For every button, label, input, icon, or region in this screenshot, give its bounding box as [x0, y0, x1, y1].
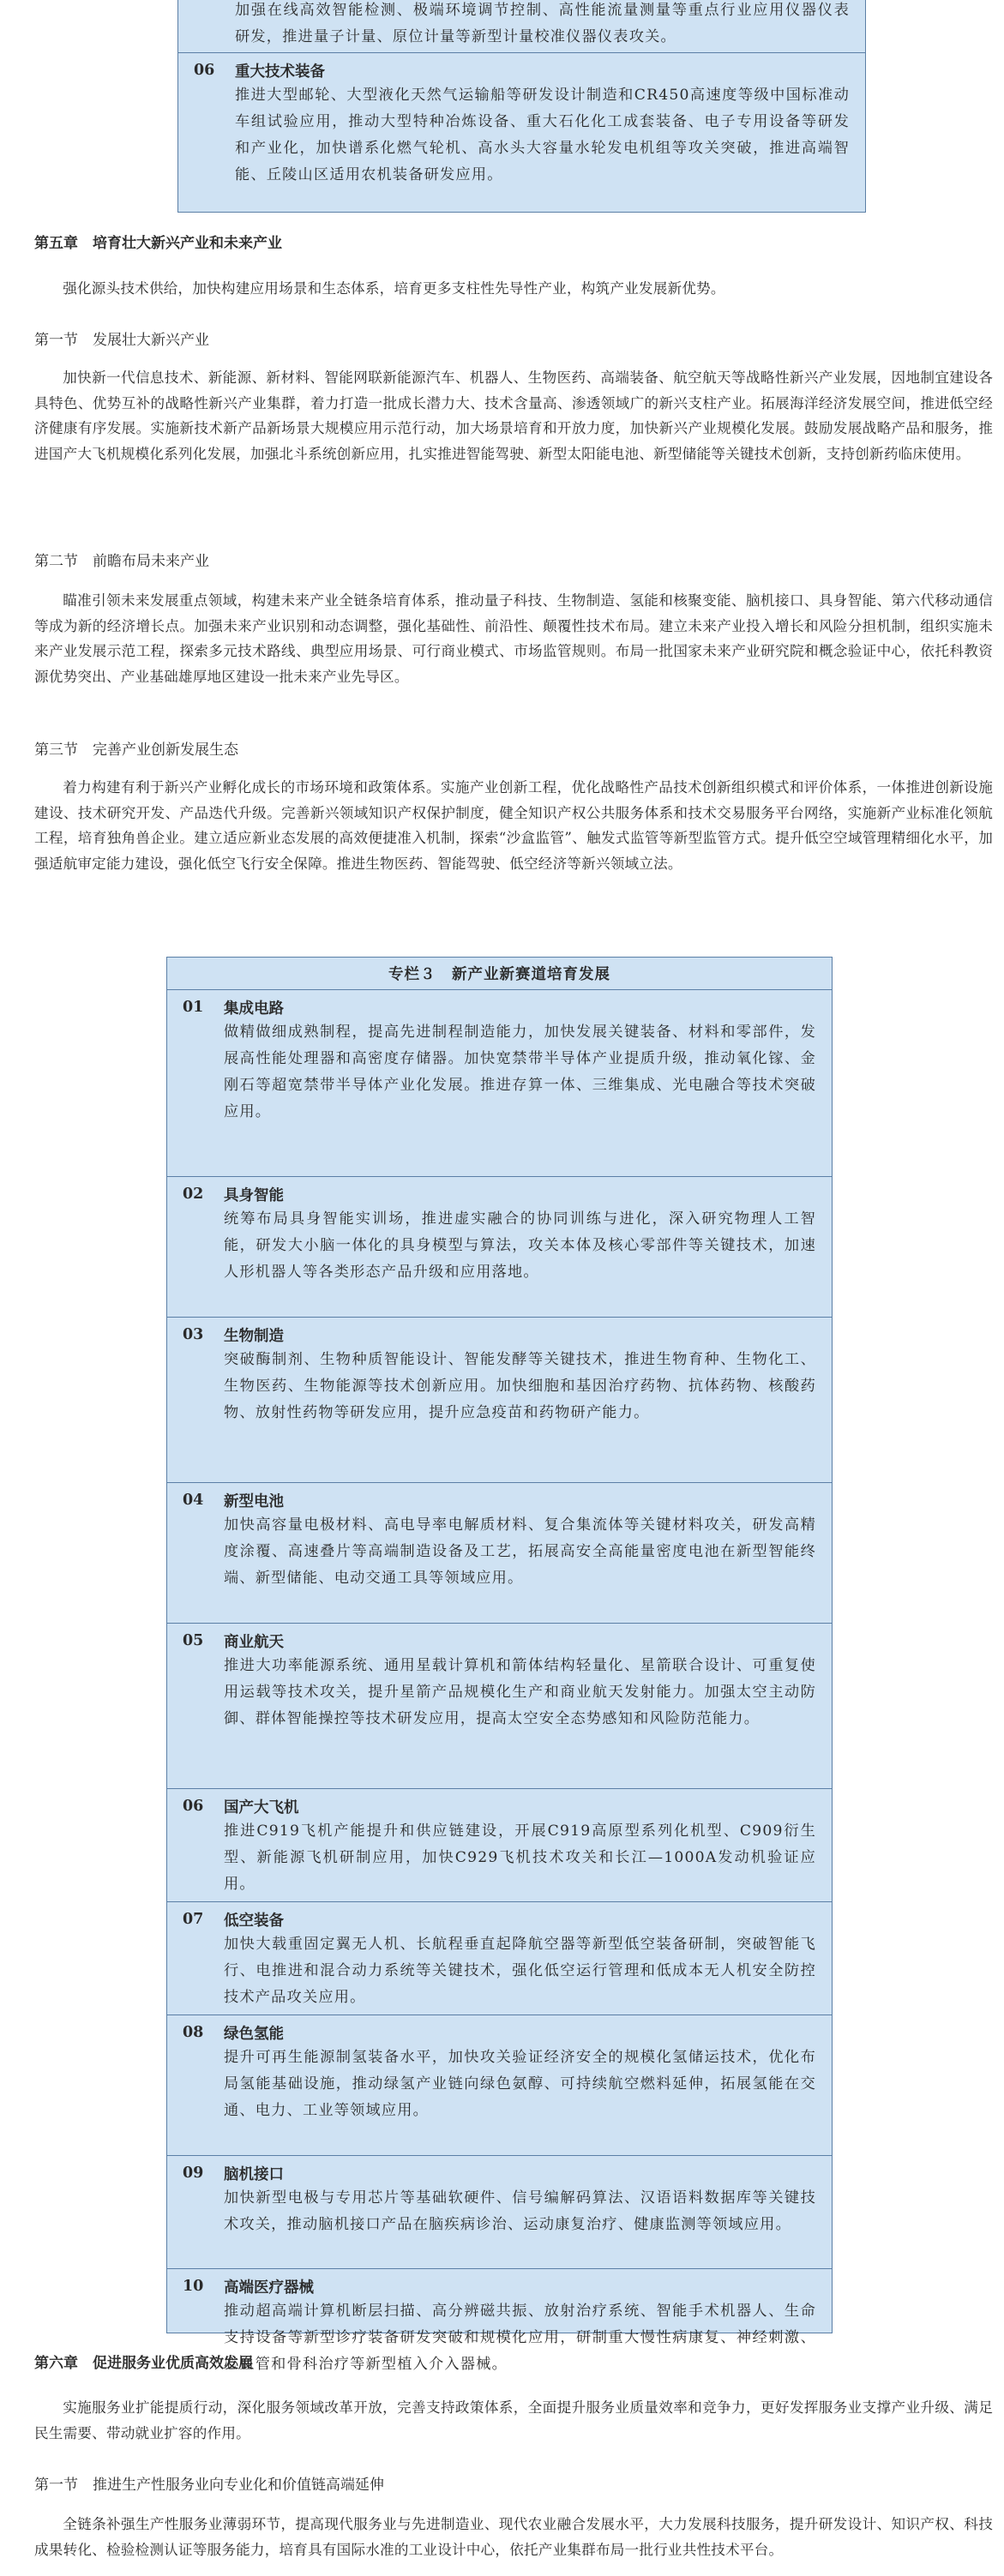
box-row-title-line: [183, 2274, 816, 2298]
box-row-text: 加快新型电极与专用芯片等基础软硬件、信号编解码算法、汉语语料数据库等关键技术攻关，推动脑机接口产品在脑疾病诊治、运动康复治疗、健康监测等领域应用。: [224, 2189, 816, 2233]
box-heading: 专栏３ 新产业新赛道培育发展: [167, 958, 832, 990]
box-row-number: 05: [183, 1632, 204, 1649]
section-3-text: 着力构建有利于新兴产业孵化成长的市场环境和政策体系。实施产业创新工程，优化战略性产品技术创新组织模式和评价体系，一体推进创新设施建设、技术研究开发、产品迭代升级。完善新兴领域知识产权保护制度，健全知识产权公共服务体系和技术交易服务平台网络，实施新产业标准化领航工程，培育独角兽企业。建立适应新业态发展的高效便捷准入机制，探索“沙盒监管”、触发式监管等新型监管方式。提升低空空域管理精细化水平，加强适航审定能力建设，强化低空飞行安全保障。推进生物医药、智能驾驶、低空经济等新兴领域立法。: [34, 779, 993, 872]
box-row-09: [167, 2156, 832, 2269]
box-row-title: 重大技术装备: [235, 63, 325, 81]
box-row-text: 做精做细成熟制程，提高先进制程制造能力，加快发展关键装备、材料和零部件，发展高性能处理器和高密度存储器。加快宽禁带半导体产业提质升级，推动氧化镓、金刚石等超宽禁带半导体产业化发展。推进存算一体、三维集成、光电融合等技术突破应用。: [224, 1024, 816, 1120]
box-row-title-line: [183, 2021, 816, 2045]
box-row-text: 推进大型邮轮、大型液化天然气运输船等研发设计制造和CR450高速度等级中国标准动车组试验应用，推动大型特种冶炼设备、重大石化化工成套装备、电子专用设备等研发和产业化，加快谱系化燃气轮机、高水头大容量水轮发电机组等攻关突破，推进高端智能、丘陵山区适用农机装备研发应用。: [235, 87, 850, 183]
box-row-number: 04: [183, 1492, 204, 1509]
box-row-continued: [178, 0, 865, 53]
box-row-text: 突破酶制剂、生物种质智能设计、智能发酵等关键技术，推进生物育种、生物化工、生物医药、生物能源等技术创新应用。加快细胞和基因治疗药物、抗体药物、核酸药物、放射性药物等研发应用，提升应急疫苗和药物研产能力。: [224, 1351, 816, 1421]
box-row-number: 09: [183, 2165, 204, 2182]
box-row-title: 高端医疗器械: [224, 2279, 314, 2297]
box-row-title-line: [183, 1907, 816, 1931]
box-row-08: [167, 2015, 832, 2156]
box-row-title-line: [183, 1629, 816, 1653]
box-rows: [167, 990, 832, 2411]
box-row-04: [167, 1483, 832, 1624]
special-column-box-2-continued: [177, 0, 866, 213]
section-1-title: 第一节 发展壮大新兴产业: [34, 332, 209, 349]
box-row-title: 集成电路: [224, 1000, 284, 1018]
box-row-number: 03: [183, 1326, 204, 1343]
box-row-number: 08: [183, 2024, 204, 2041]
section-2-text: 瞄准引领未来发展重点领域，构建未来产业全链条培育体系，推动量子科技、生物制造、氢能和核聚变能、脑机接口、具身智能、第六代移动通信等成为新的经济增长点。加强未来产业识别和动态调整，强化基础性、前沿性、颠覆性技术布局。建立未来产业投入增长和风险分担机制，组织实施未来产业发展示范工程，探索多元技术路线、典型应用场景、可行商业模式、市场监管规则。布局一批国家未来产业研究院和概念验证中心，依托科教资源优势突出、产业基础雄厚地区建设一批未来产业先导区。: [34, 592, 993, 685]
section-3-title: 第三节 完善产业创新发展生态: [34, 742, 238, 759]
box-row-text: 推动超高端计算机断层扫描、高分辨磁共振、放射治疗系统、智能手术机器人、生命支持设备等新型诊疗装备研发突破和规模化应用，研制重大慢性病康复、神经刺激、心血管和骨科治疗等新型植入介入器械。: [224, 2303, 816, 2373]
box-row-title-line: [183, 1488, 816, 1512]
box-row-title: 国产大飞机: [224, 1798, 299, 1816]
box-row-title-line: [183, 995, 816, 1019]
box-row-number: 06: [194, 62, 215, 79]
section-2-title: 第二节 前瞻布局未来产业: [34, 553, 209, 570]
chapter-6-section-1-title: 第一节 推进生产性服务业向专业化和价值链高端延伸: [34, 2477, 384, 2494]
box-row-text: 加快大载重固定翼无人机、长航程垂直起降航空器等新型低空装备研制，突破智能飞行、电推进和混合动力系统等关键技术，强化低空运行管理和低成本无人机安全防控技术产品攻关应用。: [224, 1936, 816, 2006]
box-row-number: 01: [183, 999, 204, 1016]
box-row-title: 具身智能: [224, 1186, 284, 1204]
box-row-07: [167, 1902, 832, 2015]
box-row-05: [167, 1624, 832, 1789]
box-row-title: 低空装备: [224, 1912, 284, 1930]
box-row-03: [167, 1318, 832, 1483]
box-row-title: 新型电池: [224, 1492, 284, 1510]
box-row-title: 脑机接口: [224, 2165, 284, 2183]
box-row-text: 加快高容量电极材料、高电导率电解质材料、复合集流体等关键材料攻关，研发高精度涂覆、高速叠片等高端制造设备及工艺，拓展高安全高能量密度电池在新型智能终端、新型储能、电动交通工具等领域应用。: [224, 1516, 816, 1587]
box-row-06: [178, 53, 865, 213]
chapter-5-title: 第五章 培育壮大新兴产业和未来产业: [34, 235, 282, 252]
box-row-02: [167, 1177, 832, 1318]
special-column-box-3: [166, 957, 833, 2373]
box-row-text: 加强在线高效智能检测、极端环境调节控制、高性能流量测量等重点行业应用仪器仪表研发，推进量子计量、原位计量等新型计量校准仪器仪表攻关。: [235, 2, 850, 45]
box-row-number: 10: [183, 2278, 204, 2295]
box-row-title-line: [183, 1323, 816, 1347]
box-row-text: 推进大功率能源系统、通用星载计算机和箭体结构轻量化、星箭联合设计、可重复使用运载等技术攻关，提升星箭产品规模化生产和商业航天发射能力。加强太空主动防御、群体智能操控等技术研发应用，提高太空安全态势感知和风险防范能力。: [224, 1657, 816, 1727]
box-row-title: 生物制造: [224, 1327, 284, 1345]
box-row-text: 推进C919飞机产能提升和供应链建设，开展C919高原型系列化机型、C909衍生型、新能源飞机研制应用，加快C929飞机技术攻关和长江—1000A发动机验证应用。: [224, 1822, 816, 1893]
box-row-text: 统筹布局具身智能实训场，推进虚实融合的协同训练与进化，深入研究物理人工智能，研发大小脑一体化的具身模型与算法，攻关本体及核心零部件等关键技术，加速人形机器人等各类形态产品升级和应用落地。: [224, 1210, 816, 1281]
box-row-06: [167, 1789, 832, 1902]
box-row-01: [167, 990, 832, 1177]
box-row-title: 商业航天: [224, 1633, 284, 1651]
box-row-title: 绿色氢能: [224, 2025, 284, 2043]
box-row-title-line: [183, 2161, 816, 2185]
box-row-title-line: [183, 1182, 816, 1206]
chapter-5-intro: 强化源头技术供给，加快构建应用场景和生态体系，培育更多支柱性先导性产业，构筑产业发展新优势。: [63, 280, 725, 297]
section-1-text: 加快新一代信息技术、新能源、新材料、智能网联新能源汽车、机器人、生物医药、高端装备、航空航天等战略性新兴产业发展，因地制宜建设各具特色、优势互补的战略性新兴产业集群，着力打造一批成长潜力大、技术含量高、渗透领域广的新兴支柱产业。拓展海洋经济发展空间，推进低空经济健康有序发展。实施新技术新产品新场景大规模应用示范行动，加大场景培育和开放力度，加快新兴产业规模化发展。鼓励发展战略产品和服务，推进国产大飞机规模化系列化发展，加强北斗系统创新应用，扎实推进智能驾驶、新型太阳能电池、新型储能等关键技术创新，支持创新药临床使用。: [34, 369, 993, 462]
box-row-number: 06: [183, 1798, 204, 1815]
box-row-number: 02: [183, 1186, 204, 1203]
chapter-6-title: 第六章 促进服务业优质高效发展: [34, 2355, 253, 2372]
box-row-title-line: [194, 58, 850, 82]
chapter-6-section-1-text: 全链条补强生产性服务业薄弱环节，提高现代服务业与先进制造业、现代农业融合发展水平，大力发展科技服务，提升研发设计、知识产权、科技成果转化、检验检测认证等服务能力，培育具有国际水准的工业设计中心，依托产业集群布局一批行业共性技术平台。: [34, 2516, 993, 2558]
box-row-number: 07: [183, 1911, 204, 1928]
box-row-text: 提升可再生能源制氢装备水平，加快攻关验证经济安全的规模化氢储运技术，优化布局氢能基础设施，推动绿氢产业链向绿色氨醇、可持续航空燃料延伸，拓展氢能在交通、电力、工业等领域应用。: [224, 2049, 816, 2119]
chapter-6-intro: 实施服务业扩能提质行动，深化服务领域改革开放，完善支持政策体系，全面提升服务业质量效率和竞争力，更好发挥服务业支撑产业升级、满足民生需要、带动就业扩容的作用。: [34, 2399, 993, 2441]
box-row-10: [167, 2269, 832, 2411]
box-row-title-line: [183, 1794, 816, 1818]
